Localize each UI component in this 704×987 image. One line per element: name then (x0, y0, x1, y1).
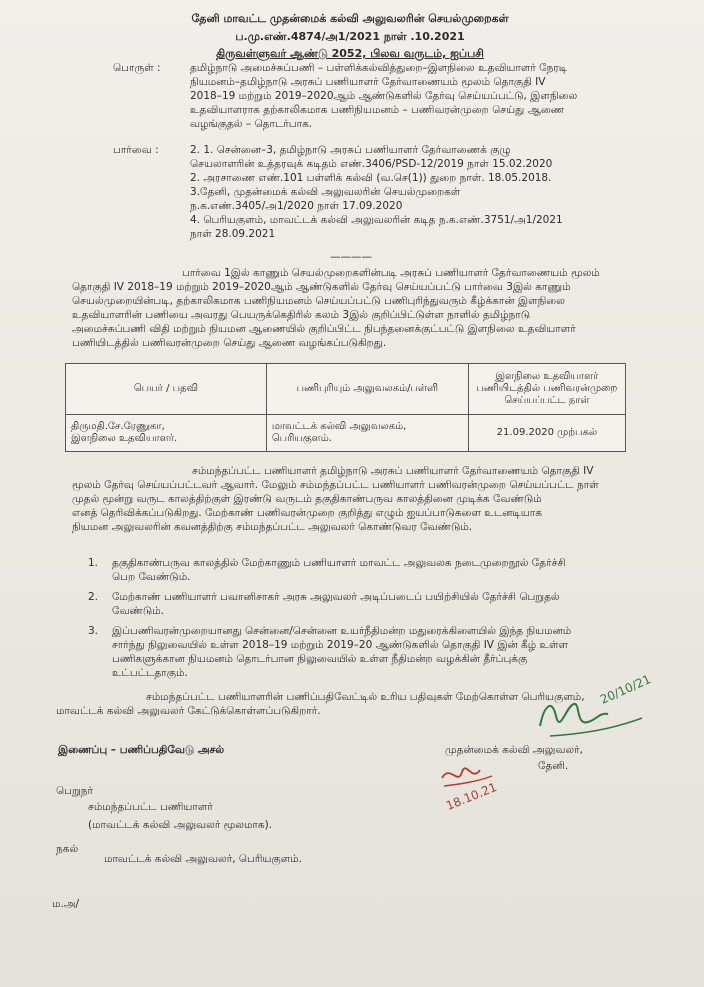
employee-name: திருமதி.சே.ரேணுகா, (71, 421, 165, 432)
subject-line: தமிழ்நாடு அமைச்சுப்பணி – பள்ளிக்கல்வித்துறை–இளநிலை உதவியாளர் நேரடி (190, 62, 568, 74)
initials-date: 18.10.21 (444, 779, 499, 813)
office-place: பெரியகுளம். (271, 433, 332, 444)
reference-line: நாள் 28.09.2021 (190, 228, 276, 240)
reference-line: 2. அரசாணை எண்.101 பள்ளிக் கல்வி (வ.செ(1)) துறை நாள். 18.05.2018. (190, 172, 552, 184)
signature-date: 20/10/21 (598, 672, 653, 707)
condition-line: சார்ந்து நிலுவையில் உள்ள 2018–19 மற்றும் 2019–20 ஆண்டுகளில் தொகுதி IV இன் கீழ் உள்ள (112, 639, 569, 651)
reference-line: ந.க.எண்.3405/அ1/2020 நாள் 17.09.2020 (190, 200, 403, 212)
condition-line: உட்பட்டதாகும். (112, 667, 188, 679)
subject-text (190, 61, 610, 131)
condition-number: 3. (88, 625, 99, 637)
reference-line: 2. 1. சென்னை–3, தமிழ்நாடு அரசுப் பணியாளர் தேர்வாணைக் குழு (190, 144, 511, 156)
signatory-title: முதன்மைக் கல்வி அலுவலர், (445, 744, 583, 756)
enclosure-note: இணைப்பு – பணிப்பதிவேடு அசல் (58, 744, 225, 756)
office-name: மாவட்டக் கல்வி அலுவலகம், (271, 421, 407, 432)
regularisation-table (65, 363, 626, 452)
closing-line: மாவட்டக் கல்வி அலுவலர் கேட்டுக்கொள்ளப்படுகிறார். (56, 705, 321, 717)
cell-name (66, 415, 267, 452)
subject-line: நியமனம்–தமிழ்நாடு அரசுப் பணியாளர் தேர்வாணையம் மூலம் தொகுதி IV (190, 76, 546, 88)
recipients-label: பெறுநர் (56, 785, 93, 797)
separator-line: ———— (330, 251, 372, 263)
condition-line: பணிகளுக்கான நியமனம் தொடர்பான நிலுவையில் உள்ள நீதிமன்ற வழக்கின் தீர்ப்புக்கு (112, 653, 528, 665)
conditions-list (88, 556, 648, 680)
condition-line: வேண்டும். (112, 605, 165, 617)
paragraph-line: அமைச்சுப்பணி விதி மற்றும் நியமன ஆணையில் குறிப்பிட்ட நிபந்தனைக்குட்பட்டு இளநிலை உதவியாளர் (72, 323, 576, 335)
condition-line: இப்பணிவரன்முறையானது சென்னை/சென்னை உயர்நீதிமன்ற மதுரைக்கிளையில் இந்த நியமனம் (112, 625, 572, 637)
body-paragraph-2 (72, 464, 642, 534)
table-header-row (66, 364, 626, 415)
subject-line: 2018–19 மற்றும் 2019–2020ஆம் ஆண்டுகளில் தேர்வு செய்யப்பட்டு, இளநிலை (190, 90, 578, 102)
subject-line: வழங்குதல் – தொடர்பாக. (190, 118, 313, 130)
paragraph-line: சம்மந்தப்பட்ட பணியாளர் தமிழ்நாடு அரசுப் பணியாளர் தேர்வாணையம் தொகுதி IV (192, 465, 594, 477)
reference-line: செயலாளரின் உத்தரவுக் கடிதம் எண்.3406/PSD-12/2019 நாள் 15.02.2020 (190, 158, 553, 170)
paragraph-line: மூலம் தேர்வு செய்யப்பட்டவர் ஆவார். மேலும் சம்மந்தப்பட்ட பணியாளர் பணிவரன்முறை செய்யப்பட்ட நாள் (72, 479, 599, 491)
recipient-line: சம்மந்தப்பட்ட பணியாளர் (88, 801, 213, 813)
closing-line: சம்மந்தப்பட்ட பணியாளரின் பணிப்பதிவேட்டில் உரிய பதிவுகள் மேற்கொள்ள பெரியகுளம், (146, 691, 585, 703)
subject-line: உதவியாளராக தற்காலிகமாக பணிநியமனம் – பணிவரன்முறை செய்து ஆணை (190, 104, 565, 116)
condition-number: 1. (88, 557, 99, 569)
cell-date: 21.09.2020 முற்பகல் (468, 415, 625, 452)
header-reference-number: ப.மு.எண்.4874/அ1/2021 நாள் .10.2021 (235, 30, 465, 43)
body-paragraph-1 (72, 266, 642, 350)
signatory-place: தேனி. (538, 760, 569, 772)
paragraph-line: உதவியாளரின் பணியை அவரது பெயருக்கெதிரில் கலம் 3இல் குறிப்பிட்டுள்ள நாளில் தமிழ்நாடு (72, 309, 531, 321)
paragraph-line: பணியிடத்தில் பணிவரன்முறை செய்து ஆணை வழங்கப்படுகிறது. (72, 337, 387, 349)
subject-label: பொருள் : (113, 62, 161, 74)
column-header-date: இளநிலை உதவியாளர் பணியிடத்தில் பணிவரன்முறை செய்யப்பட்ட நாள் (468, 364, 625, 415)
header-title: தேனி மாவட்ட முதன்மைக் கல்வி அலுவலரின் செயல்முறைகள் (191, 12, 509, 25)
employee-designation: இளநிலை உதவியாளர். (71, 433, 178, 444)
column-header-name: பெயர் / பதவி (66, 364, 267, 415)
paragraph-line: பார்வை 1இல் காணும் செயல்முறைகளின்படி அரசுப் பணியாளர் தேர்வாணையம் மூலம் (182, 267, 600, 279)
copy-line: மாவட்டக் கல்வி அலுவலர், பெரியகுளம். (104, 853, 302, 865)
condition-line: மேற்காண் பணியாளர் பவானிசாகர் அரசு அலுவலர் அடிப்படைப் பயிற்சியில் தேர்ச்சி பெறுதல் (112, 591, 560, 603)
condition-line: தகுதிகாண்பருவ காலத்தில் மேற்காணும் பணியாளர் மாவட்ட அலுவலக நடைமுறைநூல் தேர்ச்சி (112, 557, 566, 569)
condition-item (88, 590, 648, 618)
condition-line: பெற வேண்டும். (112, 571, 191, 583)
condition-number: 2. (88, 591, 99, 603)
references-list (190, 143, 610, 241)
references-label: பார்வை : (113, 144, 159, 156)
condition-item (88, 624, 648, 680)
paragraph-line: நியமன அலுவலரின் கவனத்திற்கு சம்மந்தப்பட்ட அலுவலர் கொண்டுவர வேண்டும். (72, 521, 473, 533)
condition-item (88, 556, 648, 584)
reference-line: 4. பெரியகுளம், மாவட்டக் கல்வி அலுவலரின் கடித ந.க.எண்.3751/அ1/2021 (190, 214, 563, 226)
recipient-line: (மாவட்டக் கல்வி அலுவலர் மூலமாக). (88, 819, 273, 831)
paragraph-line: முதல் மூன்று வருட காலத்திற்குள் இரண்டு வருடம் தகுதிகாண்பருவ காலத்தினை முடிக்க வேண்டும் (72, 493, 542, 505)
paragraph-line: தொகுதி IV 2018–19 மற்றும் 2019–2020ஆம் ஆண்டுகளில் தேர்வு செய்யப்பட்டு பார்வை 3இல் காணும் (72, 281, 571, 293)
footer-mark: ம.அ/ (52, 898, 79, 910)
copy-label: நகல் (56, 843, 79, 855)
cell-office (266, 415, 468, 452)
paragraph-line: செயல்முறையின்படி, தற்காலிகமாக பணிநியமனம் செய்யப்பட்டு பணிபுரிந்துவரும் கீழ்க்கான் இளநிலை (72, 295, 565, 307)
paragraph-line: எனத் தெரிவிக்கப்படுகிறது. மேற்காண் பணிவரன்முறை குறித்து எழும் ஐயப்பாடுகளை உடனடியாக (72, 507, 542, 519)
table-row (66, 415, 626, 452)
column-header-office: பணிபுரியும் அலுவலகம்/பள்ளி (266, 364, 468, 415)
header-tamil-year: திருவள்ளுவர் ஆண்டு 2052, பிலவ வருடம், ஐப்பசி (216, 47, 484, 60)
reference-line: 3.தேனி, முதன்மைக் கல்வி அலுவலரின் செயல்முறைகள் (190, 186, 461, 198)
